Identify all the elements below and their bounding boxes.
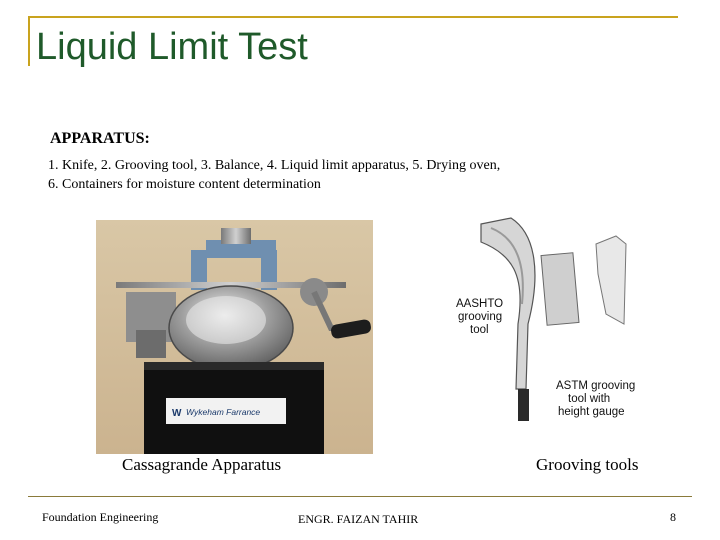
brand-label: Wykeham Farrance xyxy=(186,407,261,417)
title-rule-top xyxy=(28,16,678,18)
aashto-label-3: tool xyxy=(470,324,489,336)
astm-label-1: ASTM grooving xyxy=(556,380,636,392)
apparatus-caption: Cassagrande Apparatus xyxy=(122,455,282,474)
svg-text:W: W xyxy=(172,408,182,419)
apparatus-line-2: 6. Containers for moisture content determination xyxy=(48,177,321,192)
aashto-label-1: AASHTO xyxy=(456,298,504,310)
astm-label-2: tool with xyxy=(568,393,611,405)
slide-title: Liquid Limit Test xyxy=(36,26,308,68)
casagrande-apparatus-photo xyxy=(96,220,373,454)
astm-label-3: height gauge xyxy=(558,406,625,418)
title-rule-left xyxy=(28,16,30,66)
footer-rule xyxy=(28,496,692,497)
page-number: 8 xyxy=(670,510,676,524)
apparatus-heading: APPARATUS: xyxy=(50,130,150,147)
aashto-label-2: grooving xyxy=(458,311,503,323)
footer-course: Foundation Engineering xyxy=(42,510,159,524)
apparatus-list xyxy=(48,156,668,194)
grooving-tools-caption: Grooving tools xyxy=(536,455,639,474)
apparatus-line-1: 1. Knife, 2. Grooving tool, 3. Balance, 4. Liquid limit apparatus, 5. Drying oven, xyxy=(48,158,501,173)
footer-author: ENGR. FAIZAN TAHIR xyxy=(298,512,419,526)
grooving-tools-illustration xyxy=(456,214,656,458)
